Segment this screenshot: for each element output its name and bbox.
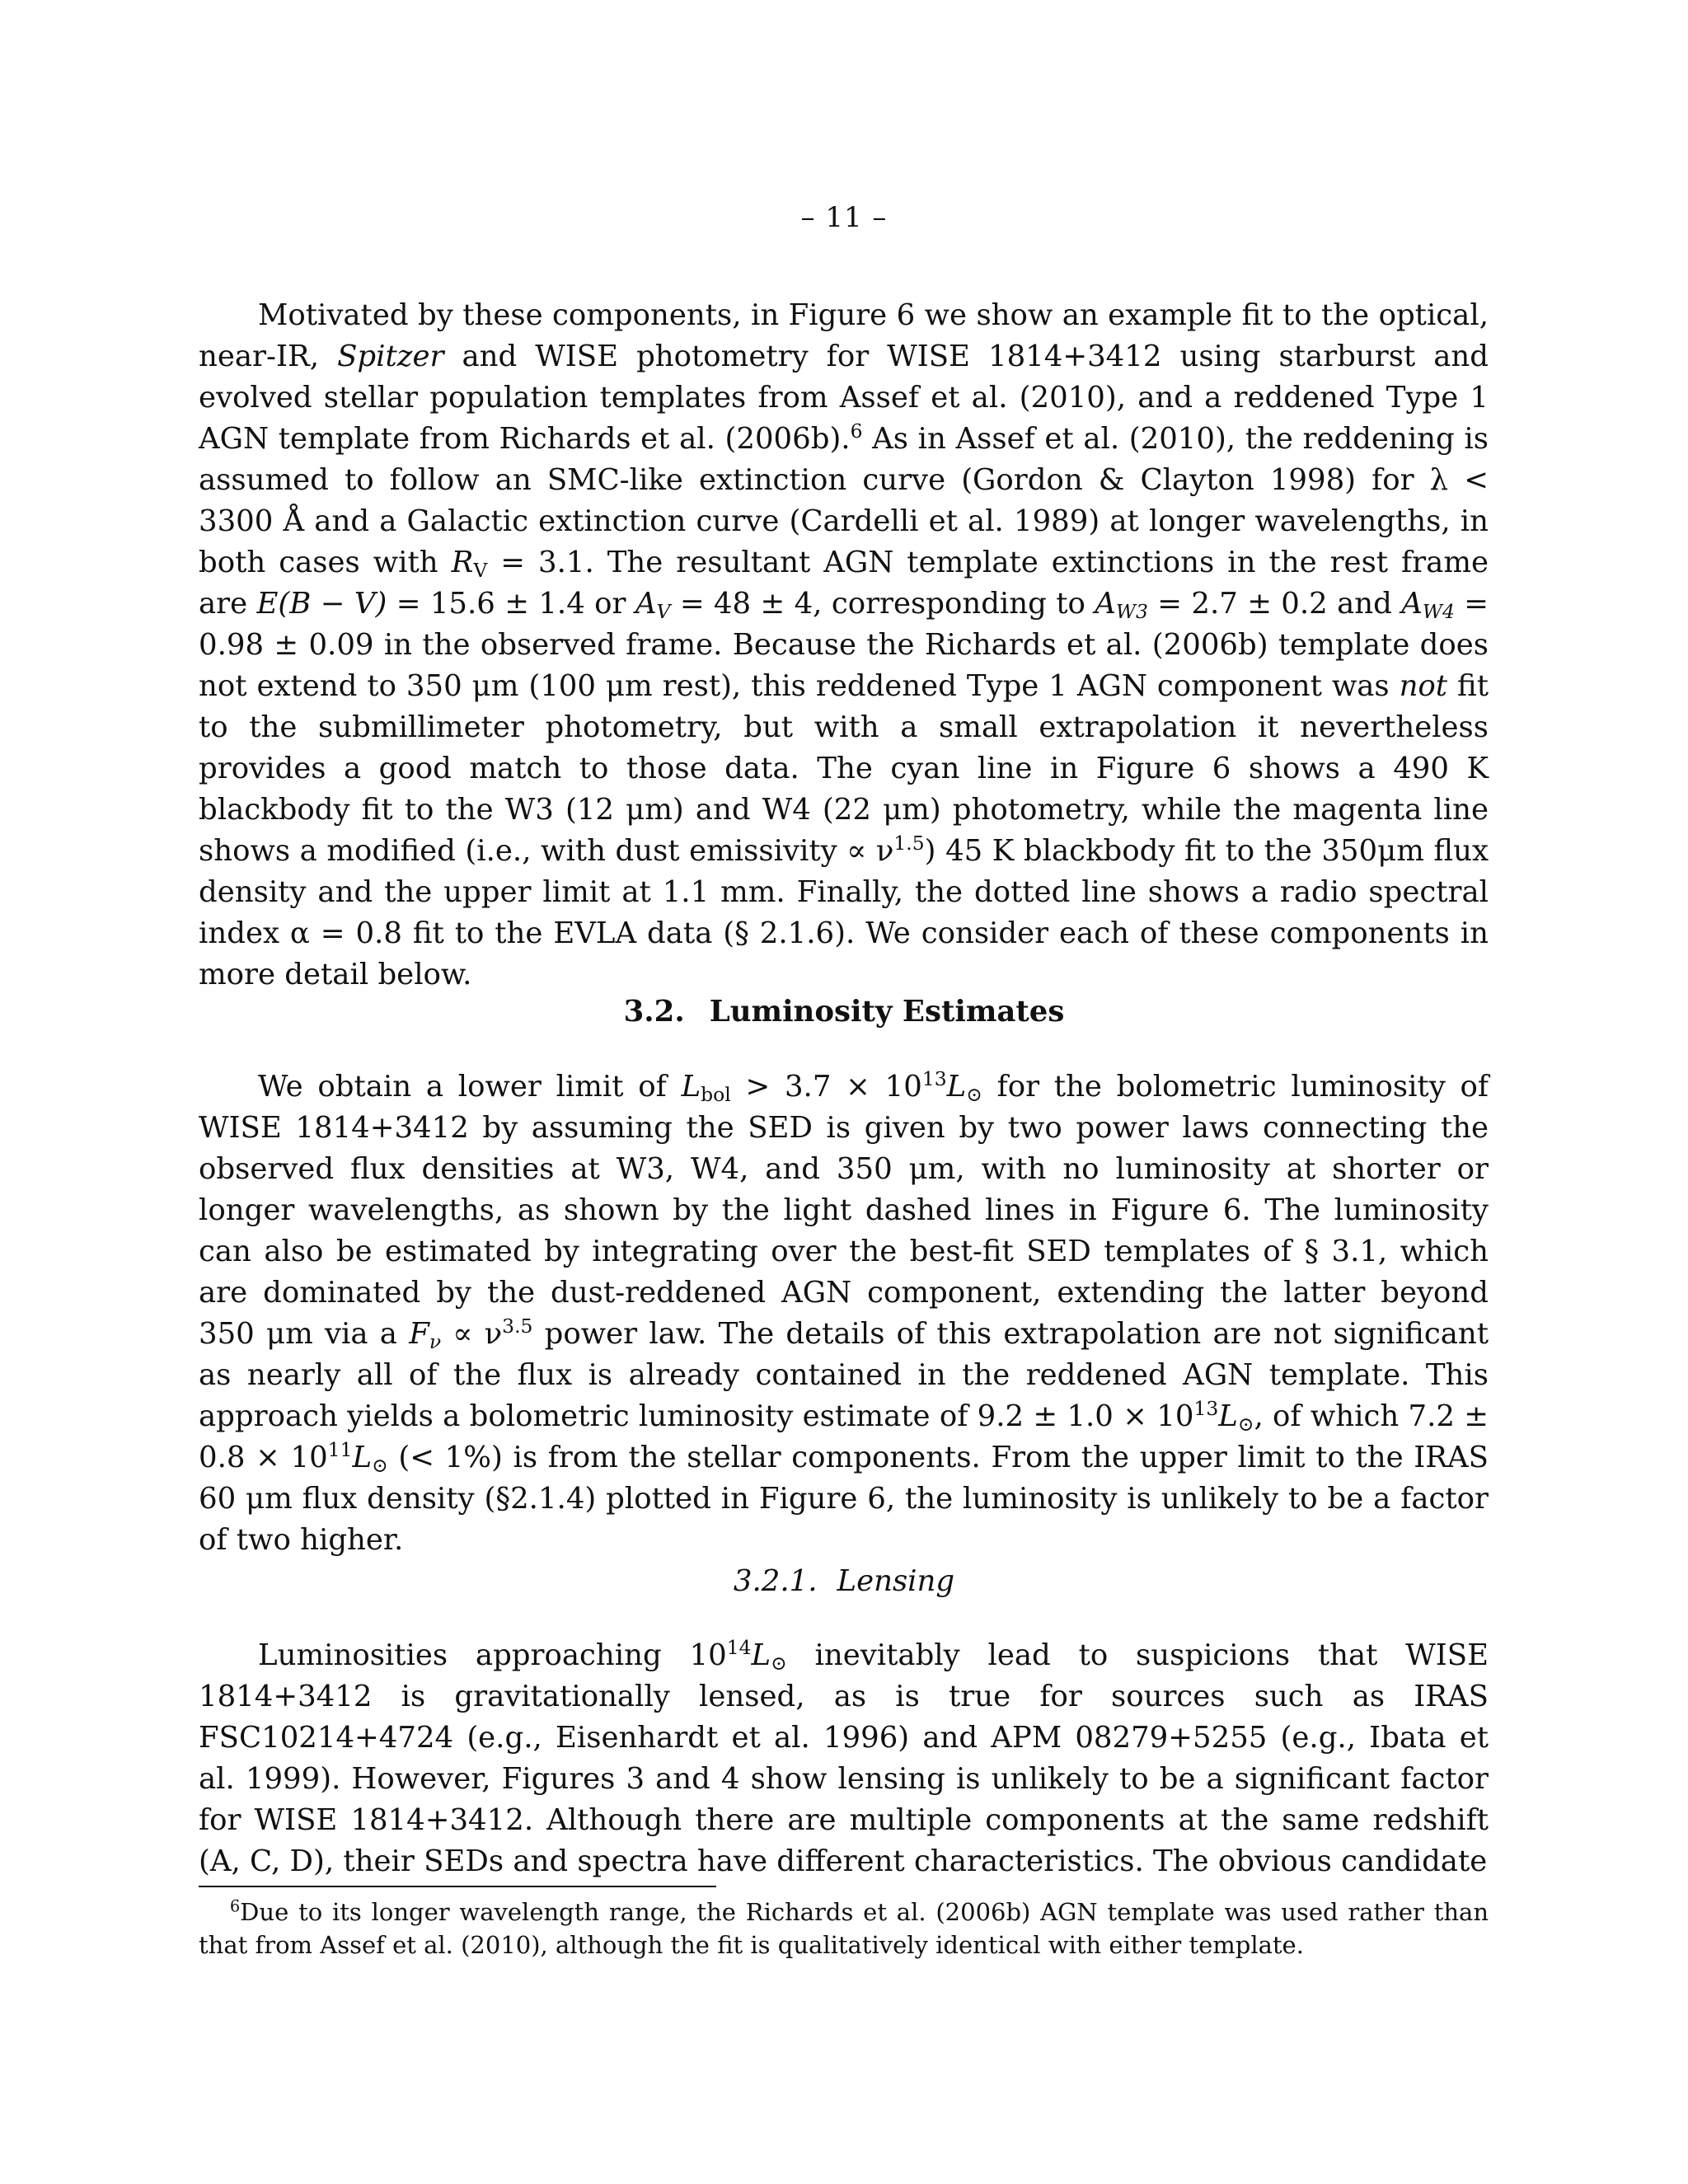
subsection-title: Lensing — [837, 1564, 955, 1598]
subsection-number: 3.2.1. — [733, 1564, 818, 1598]
paragraph-text: Luminosities approaching $10^{14}L_⊙$ inevitably lead to suspicions that WISE 1814+3412 is gravitationally lensed, as is true for sources such as IRAS FSC10214+4724 (e.g., Eisenhardt et al. 1996) and APM 08279+5255 (e.g., Ibata et al. 1999). However, Figures 3 and 4 show lensing is unlikely to be a significant factor for WISE 1814+3412. Although there are multiple components at the same redshift (A, C, D), their SEDs and spectra have different characteristics. The obvious candidate — [199, 1636, 1489, 1878]
page-number: – 11 – — [800, 201, 888, 234]
body-paragraph-3 — [199, 1635, 1489, 1882]
paragraph-text: Motivated by these components, in Figure 6 we show an example fit to the optical, near-IR, Spitzer and WISE photometry for WISE 1814+3412 using starburst and evolved stellar population templates from Assef et al. (2010), and a reddened Type 1 AGN template from Richards et al. (2006b).$^6$ As in Assef et al. (2010), the reddening is assumed to follow an SMC-like extinction curve (Gordon & Clayton 1998) for λ < 3300 Å and a Galactic extinction curve (Cardelli et al. 1989) at longer wavelengths, in both cases with $R_V = 3.1$. The resultant AGN template extinctions in the rest frame are E(B − V) = 15.6 ± 1.4 or $A_V = 48 \pm 4$, corresponding to $A_{W3} = 2.7 \pm 0.2$ and $A_{W4} = 0.98 \pm 0.09$ in the observed frame. Because the Richards et al. (2006b) template does not extend to 350 μm (100 μm rest), this reddened Type 1 AGN component was not fit to the submillimeter photometry, but with a small extrapolation it nevertheless provides a good match to those data. The cyan line in Figure 6 shows a 490 K blackbody fit to the W3 (12 μm) and W4 (22 μm) photometry, while the magenta line shows a modified (i.e., with dust emissivity ∝ $\nu^{1.5}$) 45 K blackbody fit to the 350μm flux density and the upper limit at 1.1 mm. Finally, the dotted line shows a radio spectral index α = 0.8 fit to the EVLA data (§ 2.1.6). We consider each of these components in more detail below. — [199, 298, 1489, 991]
paragraph-text: We obtain a lower limit of $L_{bol} > 3.7 \times 10^{13}L_⊙$ for the bolometric luminosity of WISE 1814+3412 by assuming the SED is given by two power laws connecting the observed flux densities at W3, W4, and 350 μm, with no luminosity at shorter or longer wavelengths, as shown by the light dashed lines in Figure 6. The luminosity can also be estimated by integrating over the best-fit SED templates of § 3.1, which are dominated by the dust-reddened AGN component, extending the latter beyond 350 μm via a $F_\nu \propto \nu^{3.5}$ power law. The details of this extrapolation are not significant as nearly all of the flux is already contained in the reddened AGN template. This approach yields a bolometric luminosity estimate of $9.2 \pm 1.0 \times 10^{13}L_⊙$, of which $7.2 \pm 0.8 \times 10^{11}L_⊙$ (< 1%) is from the stellar components. From the upper limit to the IRAS 60 μm flux density (§2.1.4) plotted in Figure 6, the luminosity is unlikely to be a factor of two higher. — [199, 1067, 1489, 1557]
subsection-heading — [0, 1564, 1688, 1598]
section-title: Luminosity Estimates — [709, 995, 1065, 1029]
footnote — [199, 1896, 1489, 1961]
footnote-mark: 6 — [230, 1896, 241, 1916]
body-paragraph-2 — [199, 1066, 1489, 1561]
footnote-text: Due to its longer wavelength range, the Richards et al. (2006b) AGN template was used rather than that from Assef et al. (2010), although the fit is qualitatively identical with either template. — [199, 1898, 1489, 1959]
spitzer-italic: Spitzer — [337, 340, 444, 373]
not-italic: not — [1399, 669, 1448, 703]
section-heading — [0, 995, 1688, 1029]
body-paragraph-1 — [199, 295, 1489, 996]
footnote-mark: 6 — [850, 419, 863, 443]
footnote-rule — [199, 1886, 716, 1887]
section-number: 3.2. — [623, 995, 685, 1029]
